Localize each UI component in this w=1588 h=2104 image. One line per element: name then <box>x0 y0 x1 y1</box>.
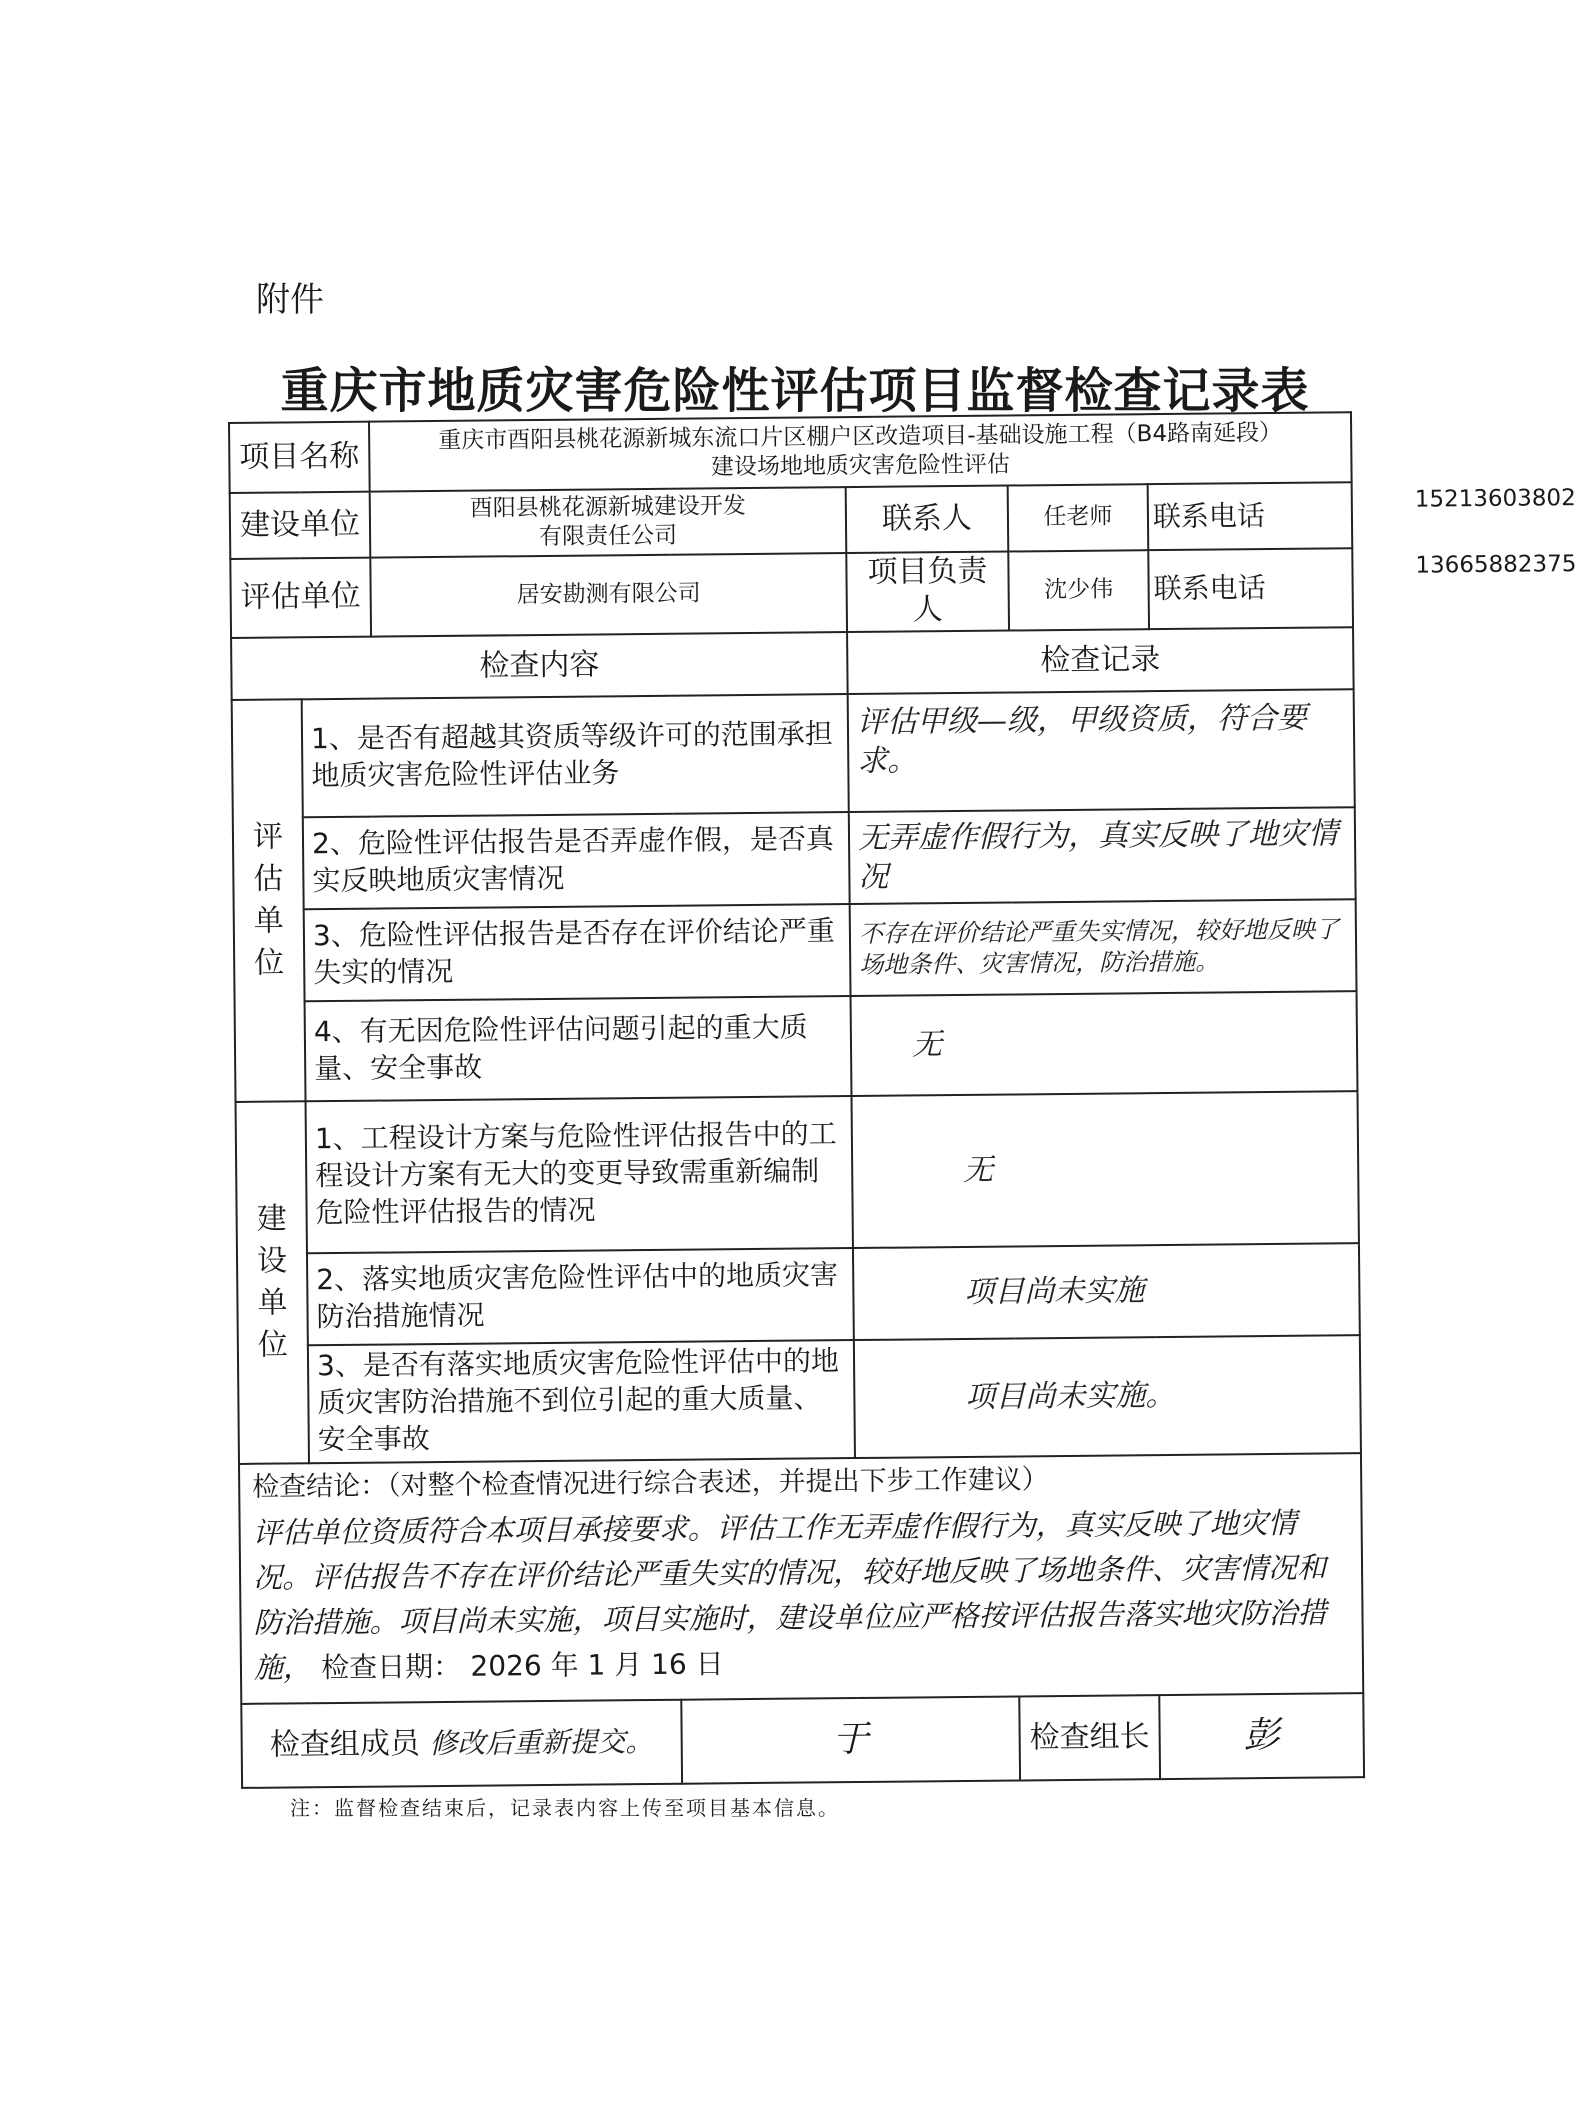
build-item-row-1 <box>236 1091 1359 1254</box>
eval-item-row-4 <box>235 991 1358 1102</box>
header-record: 检查记录 <box>847 627 1354 694</box>
construction-unit-value <box>370 487 847 558</box>
project-name-value <box>369 412 1352 491</box>
build-section-char: 单 <box>257 1285 288 1321</box>
project-name-line1: 重庆市酉阳县桃花源新城东流口片区棚户区改造项目-基础设施工程（B4路南延段） <box>438 419 1283 454</box>
eval-item-1-text: 1、是否有超越其资质等级许可的范围承担地质灾害危险性评估业务 <box>302 694 849 817</box>
eval-item-3-text: 3、危险性评估报告是否存在评价结论严重失实的情况 <box>304 904 851 1001</box>
construction-unit-line1: 酉阳县桃花源新城建设开发 <box>469 492 746 522</box>
build-item-1-text: 1、工程设计方案与危险性评估报告中的工程设计方案有无大的变更导致需重新编制危险性评估报告的情况 <box>306 1096 853 1253</box>
section-header-row <box>231 627 1354 700</box>
inspection-date-value: 2026 年 1 月 16 日 <box>470 1647 724 1683</box>
build-section-char: 设 <box>256 1243 288 1279</box>
eval-unit-label: 评估单位 <box>230 558 371 638</box>
eval-item-4-record: 无 <box>851 991 1358 1096</box>
construction-unit-row <box>230 482 1353 559</box>
conclusion-cell <box>239 1453 1363 1704</box>
build-item-3-record: 项目尚未实施。 <box>854 1335 1361 1458</box>
eval-item-1-record: 评估甲级—级，甲级资质，符合要求。 <box>848 689 1355 812</box>
build-item-2-record: 项目尚未实施 <box>853 1243 1360 1340</box>
build-section-char: 建 <box>256 1201 287 1237</box>
eval-item-4-text: 4、有无因危险性评估问题引起的重大质量、安全事故 <box>305 996 852 1101</box>
project-name-label: 项目名称 <box>229 422 370 493</box>
attachment-label: 附件 <box>256 280 324 320</box>
eval-section-char: 估 <box>253 861 284 897</box>
header-content: 检查内容 <box>231 632 848 700</box>
build-item-row-3 <box>238 1335 1361 1464</box>
project-name-line2: 建设场地地质灾害危险性评估 <box>710 451 1011 481</box>
leader-label: 检查组长 <box>1019 1695 1160 1780</box>
construction-unit-line2: 有限责任公司 <box>538 522 678 551</box>
eval-item-row-3 <box>234 899 1357 1002</box>
conclusion-label: 检查结论：（对整个检查情况进行综合表述，并提出下步工作建议） <box>252 1463 1049 1503</box>
eval-unit-value: 居安勘测有限公司 <box>370 553 847 636</box>
eval-section-char: 位 <box>254 945 285 981</box>
phone-label-1: 联系电话 <box>1152 499 1266 534</box>
conclusion-body: 评估单位资质符合本项目承接要求。评估工作无弄虚作假行为，真实反映了地灾情况。评估报告不存在评价结论严重失实的情况，较好地反映了场地条件、灾害情况和防治措施。项目尚未实施，项目实施时，建设单位应严格按评估报告落实地灾防治措施， <box>252 1506 1327 1685</box>
conclusion-text <box>252 1501 1350 1691</box>
eval-section-label <box>232 699 306 1102</box>
build-item-3-text: 3、是否有落实地质灾害危险性评估中的地质灾害防治措施不到位引起的重大质量、安全事故 <box>308 1340 855 1463</box>
project-name-row <box>229 412 1352 493</box>
footer-note: 注：监督检查结束后，记录表内容上传至项目基本信息。 <box>290 1796 840 1820</box>
inspection-form <box>228 411 1577 1774</box>
eval-item-row-2 <box>233 807 1356 910</box>
project-leader-value: 沈少伟 <box>1008 550 1149 630</box>
form-table <box>228 411 1365 1789</box>
contact-label: 联系人 <box>846 486 1009 554</box>
project-leader-label: 项目负责人 <box>846 552 1009 632</box>
conclusion-text-end: 修改后重新提交。 <box>429 1724 654 1760</box>
build-item-2-text: 2、落实地质灾害危险性评估中的地质灾害防治措施情况 <box>307 1248 854 1345</box>
build-section-label <box>236 1101 309 1464</box>
eval-item-2-text: 2、危险性评估报告是否弄虚作假，是否真实反映地质灾害情况 <box>303 812 850 909</box>
contact-value: 任老师 <box>1008 484 1149 551</box>
construction-unit-label: 建设单位 <box>230 492 371 559</box>
build-section-char: 位 <box>257 1327 289 1363</box>
build-item-row-2 <box>237 1243 1360 1346</box>
phone-label-2: 联系电话 <box>1153 571 1266 606</box>
eval-unit-row <box>230 548 1353 638</box>
members-signature: 于 <box>681 1696 1020 1783</box>
eval-section-char: 评 <box>252 819 284 855</box>
members-cell <box>241 1699 682 1787</box>
eval-item-2-record: 无弄虚作假行为，真实反映了地灾情况 <box>849 807 1356 904</box>
eval-item-3-record: 不存在评价结论严重失实情况，较好地反映了场地条件、灾害情况，防治措施。 <box>850 899 1357 996</box>
phone-value-1: 15213603802 <box>1414 485 1576 513</box>
eval-section-char: 单 <box>253 903 284 939</box>
leader-signature: 彭 <box>1159 1693 1364 1779</box>
document-title: 重庆市地质灾害危险性评估项目监督检查记录表 <box>280 363 1310 419</box>
inspection-date-label: 检查日期： <box>321 1649 462 1685</box>
phone-cell-2 <box>1148 548 1353 629</box>
phone-value-2: 13665882375 <box>1415 551 1577 579</box>
conclusion-row <box>239 1453 1363 1704</box>
build-item-1-record: 无 <box>851 1091 1358 1248</box>
inspection-team-row <box>241 1693 1364 1788</box>
phone-cell-1 <box>1148 482 1353 550</box>
members-label: 检查组成员 <box>269 1725 421 1763</box>
eval-item-row-1 <box>232 689 1355 818</box>
